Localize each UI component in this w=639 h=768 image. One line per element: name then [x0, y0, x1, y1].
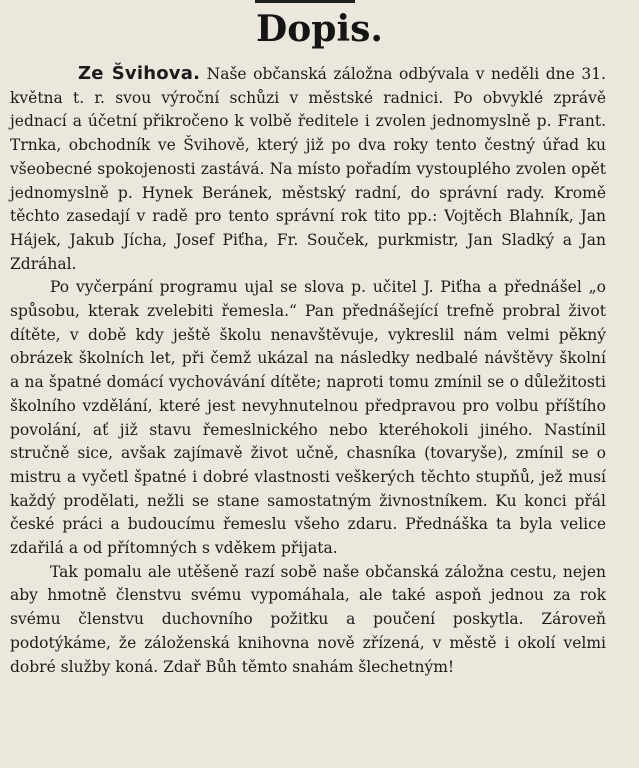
- paragraph-2: [10, 276, 606, 560]
- paragraph-1-text: Naše občanská záložna odbývala v neděli dne 31. května t. r. svou výroční schůzi v městské radnici. Po obvyklé zprávě jednací a účetní přikročeno k volbě ředitele i zvolen jednomyslně p. Frant. Trnka, obchodník ve Švihově, který již po dva roky tento čestný úřad ku všeobecné spokojenosti zastává. Na místo pořadím vystouplého zvolen opět jednomyslně p. Hynek Beránek, městský radní, do správní rady. Kromě těchto zasedají v radě pro tento správní rok tito pp.: Vojtěch Blahník, Jan Hájek, Jakub Jícha, Josef Piťha, Fr. Souček, purkmistr, Jan Sladký a Jan Zdráhal.: [10, 65, 606, 273]
- paragraph-2-text: Po vyčerpání programu ujal se slova p. učitel J. Piťha a přednášel „o spůsobu, kterak zvelebiti řemesla.“ Pan přednášející trefně probral život dítěte, v době kdy ještě školu nenavštěvuje, vykreslil nám velmi pěkný obrázek školních let, při čemž ukázal na následky nedbalé návštěvy školní a na špatné domácí vychovávání dítěte; naproti tomu zmínil se o důležitosti školního vzdělání, které jest nevyhnutelnou předpravou pro volbu příštího povolání, ať již stavu řemeslnického nebo kteréhokoli jiného. Nastínil stručně sice, avšak zajímavě život učně, chasníka (tovaryše), zmínil se o mistru a vyčetl špatné i dobré vlastnosti veškerých těchto stupňů, jež musí každý prodělati, nežli se stane samostatným živnostníkem. Ku konci přál české práci a budoucímu řemeslu všeho zdaru. Přednáška ta byla velice zdařilá a od přítomných s vděkem přijata.: [10, 278, 606, 558]
- paragraph-3-text: Tak pomalu ale utěšeně razí sobě naše občanská záložna cestu, nejen aby hmotně členstvu svému vypomáhala, ale také aspoň jednou za rok svému členstvu duchovního požitku a poučení poskytla. Zároveň podotýkáme, že záloženská knihovna nově zřízená, v městě i okolí velmi dobré služby koná. Zdař Bůh těmto snahám šlechetným!: [10, 562, 606, 676]
- paragraph-1-lead: Ze Švihova.: [78, 63, 201, 84]
- top-rule: [255, 0, 355, 3]
- article-body: [10, 62, 606, 679]
- paragraph-3: [10, 561, 606, 680]
- article-heading: Dopis.: [256, 8, 383, 50]
- paragraph-1: [10, 62, 606, 276]
